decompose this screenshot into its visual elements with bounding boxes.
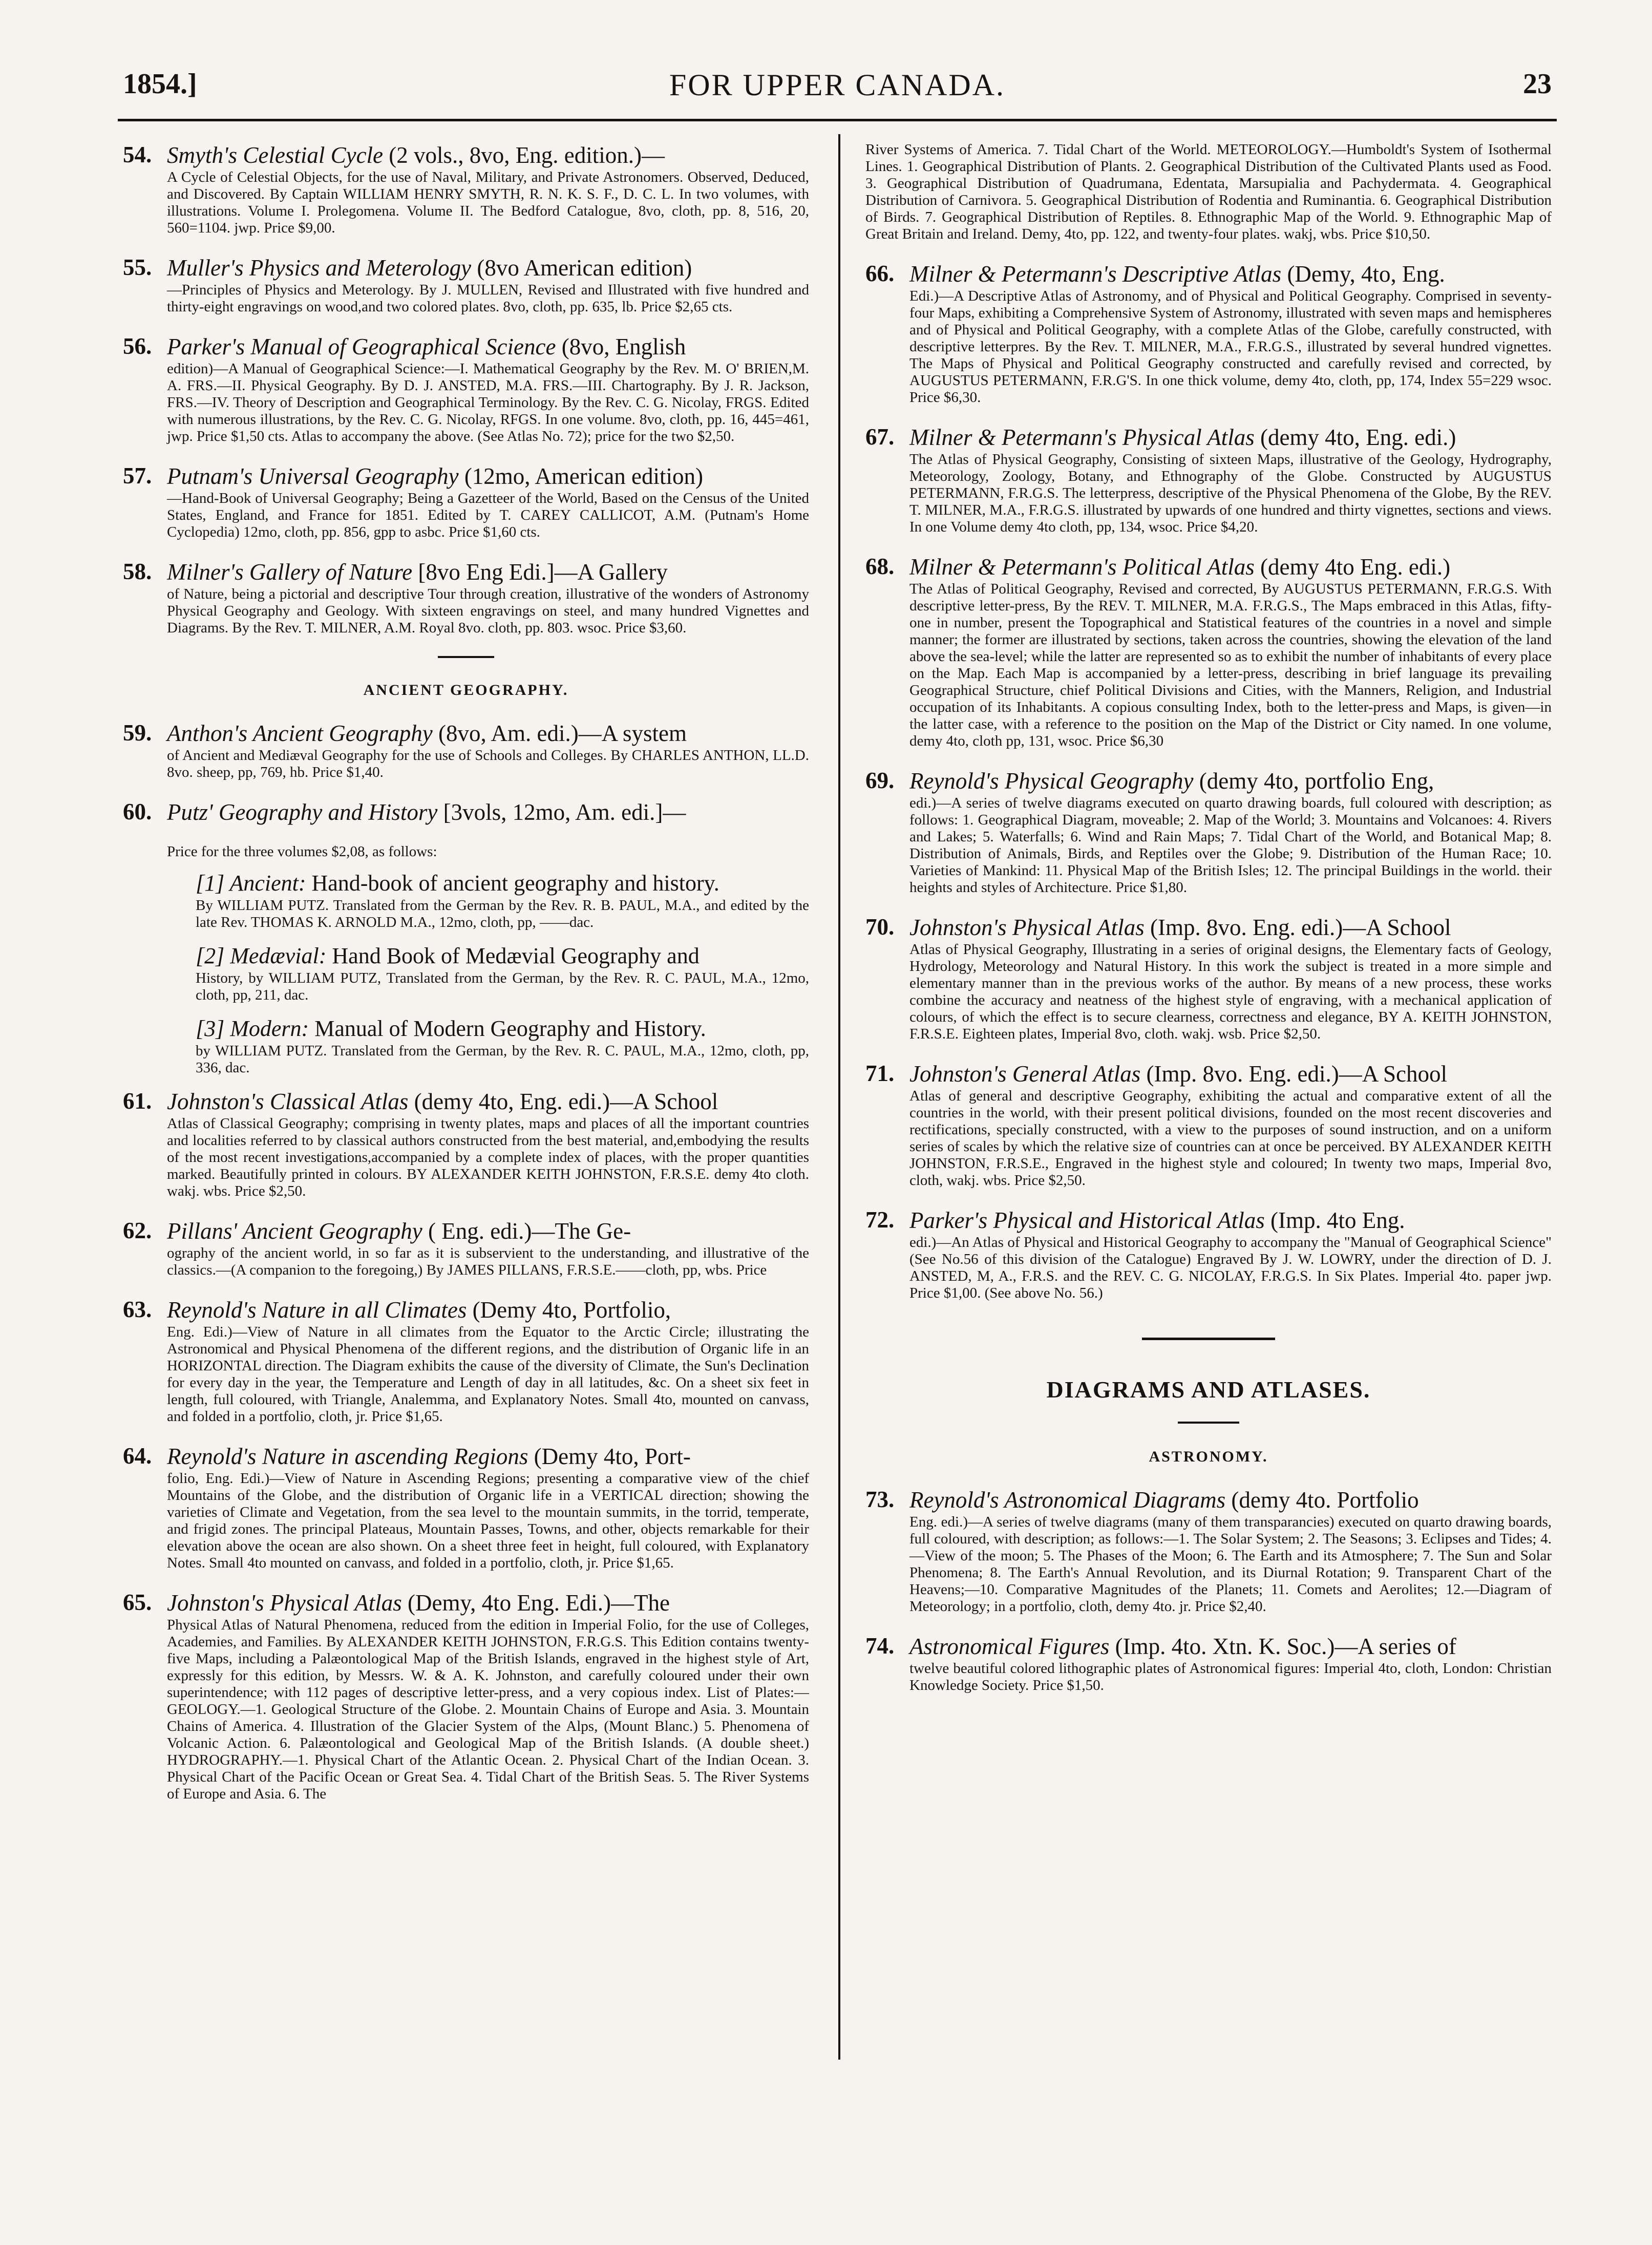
entry-heading	[167, 558, 809, 586]
entry-heading	[909, 1206, 1552, 1234]
entry-description: of Nature, being a pictorial and descriptive Tour through creation, illustrative of the wonders of Astronomy Physical Geography and Geology. With sixteen engravings on steel, and many hundred Vignettes and Diagrams. By the Rev. T. MILNER, A.M. Royal 8vo. cloth, pp. 803. wsoc. Price $3,60.	[167, 586, 809, 636]
volume-title: Hand Book of Medævial Geography and	[326, 943, 700, 968]
entry-number: 66.	[865, 261, 895, 286]
entry-description: The Atlas of Political Geography, Revised and corrected, By AUGUSTUS PETERMANN, F.R.G.S. With descriptive letter-press, By the REV. T. MILNER, M.A. F.R.G.S., The Maps embraced in this Atlas, fifty-one in number, present the Topographical and Statistical features of the countries in a novel and simple manner; the former are illustrated by sections, taken across the countries, showing the elevation of the land above the sea-level; while the latter are represented so as to exhibit the number of inhabitants of every place on the Map. Each Map is accompanied by a letter-press, describing in brief language its prevailing Geographical Structure, chief Political Divisions and Cities, with the Manners, Religion, and Industrial occupation of its Inhabitants. A copious consulting Index, both to the letter-press and Maps, is given—in the latter case, with a reference to the position on the Map of the District or City named. In one volume, demy 4to, cloth pp, 131, wsoc. Price $6,30	[909, 581, 1552, 749]
section-ornament	[438, 656, 494, 658]
entry-heading	[909, 423, 1552, 451]
entry-heading	[909, 767, 1552, 795]
catalogue-entry	[123, 1296, 809, 1425]
entry-description: Edi.)—A Descriptive Atlas of Astronomy, and of Physical and Political Geography. Comprised in seventy-four Maps, exhibiting a Comprehensive System of Astronomy, illustrated with seven maps and hemispheres and of Physical and Political Geography, with a complete Atlas of the Globe, carefully constructed, with descriptive letterpres. By the Rev. T. MILNER, M.A., F.R.G.S., illustrated by several hundred vignettes. The Maps of Physical and Political Geography constructed and carefully revised and corrected, by AUGUSTUS PETERMANN, F.R.G'S. In one thick volume, demy 4to, cloth, pp, 174, Index 55=229 wsoc. Price $6,30.	[909, 288, 1552, 406]
entry-title: Putz' Geography and History	[167, 799, 438, 825]
entry-number: 72.	[865, 1207, 895, 1233]
entry-number: 71.	[865, 1061, 895, 1086]
entry-number: 63.	[123, 1297, 152, 1322]
entry-heading	[167, 1589, 809, 1617]
left-column	[123, 141, 809, 2190]
section-heading-astronomy: ASTRONOMY.	[1149, 1448, 1268, 1465]
entry-heading	[909, 1633, 1552, 1660]
entry-title: Milner & Petermann's Physical Atlas	[909, 425, 1255, 450]
entry-description: Physical Atlas of Natural Phenomena, reduced from the edition in Imperial Folio, for the use of Colleges, Academies, and Families. By ALEXANDER KEITH JOHNSTON, F.R.G.S. This Edition contains twenty-five Maps, including a Palæontological Map of the British Islands, engraved in the highest style of Art, expressly for this edition, by Messrs. W. & A. K. Johnston, and carefully coloured under their own superintendence; with 112 pages of descriptive letter-press, and a very copious index. List of Plates:—GEOLOGY.—1. Geological Structure of the Globe. 2. Mountain Chains of Europe and Asia. 3. Mountain Chains of America. 4. Illustration of the Glacier System of the Alps, (Mount Blanc.) 5. Phenomena of Volcanic Action. 6. Palæontological and Geological Map of the British Islands. (A double sheet.) HYDROGRAPHY.—1. Physical Chart of the Atlantic Ocean. 2. Physical Chart of the Indian Ocean. 3. Physical Chart of the Pacific Ocean or Great Sea. 4. Tidal Chart of the British Seas. 5. The River Systems of Europe and Asia. 6. The	[167, 1617, 809, 1802]
volume-heading	[196, 870, 809, 897]
entry-title: Johnston's Physical Atlas	[167, 1590, 402, 1616]
entry-number: 65.	[123, 1590, 152, 1615]
entry-number: 62.	[123, 1218, 152, 1243]
column-divider	[838, 134, 840, 2060]
entry-heading	[909, 1060, 1552, 1088]
volume-description: by WILLIAM PUTZ. Translated from the German, by the Rev. R. C. PAUL, M.A., 12mo, cloth, pp, 336, dac.	[196, 1043, 809, 1076]
entry-number: 68.	[865, 554, 895, 579]
entry-heading	[909, 260, 1552, 288]
entry-edition: (demy 4to, Eng. edi.)—A School	[408, 1089, 718, 1114]
entry-number: 57.	[123, 463, 152, 489]
entry-heading	[909, 553, 1552, 581]
entry-edition: (Imp. 4to Eng.	[1264, 1208, 1405, 1233]
entry-edition: [8vo Eng Edi.]—A Gallery	[412, 559, 668, 585]
entry-number: 58.	[123, 559, 152, 584]
entry-title: Smyth's Celestial Cycle	[167, 142, 384, 168]
entry-title: Parker's Manual of Geographical Science	[167, 334, 556, 359]
entry-description: edi.)—An Atlas of Physical and Historical Geography to accompany the "Manual of Geographical Science" (See No.56 of this division of the Catalogue) Engraved By J. W. LOWRY, under the direction of D. J. ANSTED, M, A., F.R.S. and the REV. C. G. NICOLAY, F.R.G.S. In Six Plates. Imperial 4to. paper jwp. Price $1,00. (See above No. 56.)	[909, 1234, 1552, 1301]
entry-title: Reynold's Physical Geography	[909, 768, 1194, 794]
entry-heading	[167, 254, 809, 282]
volume-title: Manual of Modern Geography and History.	[309, 1016, 706, 1041]
entry-title: Reynold's Nature in all Climates	[167, 1297, 467, 1323]
entry-description: Eng. Edi.)—View of Nature in all climates from the Equator to the Arctic Circle; illustrating the Astronomical and Physical Phenomena of the different regions, and the distribution of Organic life in an HORIZONTAL direction. The Diagram exhibits the cause of the diversity of Climate, the Sun's Declination for every day in the year, the Temperature and Length of day in all latitudes, &c. On a sheet six feet in length, full coloured, with Triangle, Analemma, and Explanatory Notes. Small 4to, mounted on canvass, and folded in a portfolio, cloth, jr. Price $1,65.	[167, 1324, 809, 1425]
entry-edition: (12mo, American edition)	[458, 463, 703, 489]
entry-edition: (demy 4to, portfolio Eng,	[1193, 768, 1434, 794]
putz-volume	[167, 1015, 809, 1076]
entry-number: 56.	[123, 333, 152, 359]
entry-title: Pillans' Ancient Geography	[167, 1218, 422, 1244]
entry-edition: (demy 4to Eng. edi.)	[1254, 554, 1451, 580]
entry-title: Johnston's General Atlas	[909, 1061, 1141, 1087]
entry-number: 55.	[123, 255, 152, 280]
catalogue-entry	[123, 1589, 809, 1803]
catalogue-entry	[123, 558, 809, 637]
catalogue-entry	[123, 1217, 809, 1279]
entry-edition: (Demy 4to, Portfolio,	[467, 1297, 671, 1323]
catalogue-entry	[123, 333, 809, 445]
entry-description: Atlas of general and descriptive Geography, exhibiting the actual and comparative extent of all the countries in the world, with their present political divisions, founded on the most recent discoveries and rectifications, specially constructed, with a view to the purposes of sound instruction, and on a uniform series of scales by which the relative size of countries can at once be perceived. BY ALEXANDER KEITH JOHNSTON, F.R.S.E., Engraved in the highest style and coloured; In twenty two maps, Imperial 8vo, cloth, wakj. wbs. Price $2,50.	[909, 1088, 1552, 1189]
volume-description: History, by WILLIAM PUTZ, Translated from the German, by the Rev. R. C. PAUL, M.A., 12mo, cloth, pp, 211, dac.	[196, 970, 809, 1003]
entry-description: edi.)—A series of twelve diagrams executed on quarto drawing boards, full coloured with description; as follows: 1. Geographical Diagram, moveable; 2. Map of the World; 3. Mountains and Volcanoes: 4. Rivers and Lakes; 5. Waterfalls; 6. Wind and Rain Maps; 7. Tidal Chart of the World, and Botanical Map; 8. Distribution of Animals, Birds, and Reptiles over the Globe; 9. Distribution of the Human Race; 10. Varieties of Mankind: 11. Physical Map of the British Isles; 12. The principal Buildings in the world. their heights and styles of Architecture. Price $1,80.	[909, 795, 1552, 896]
header-rule	[118, 119, 1557, 121]
header-title: FOR UPPER CANADA.	[669, 68, 1006, 102]
entry-title: Johnston's Classical Atlas	[167, 1089, 409, 1114]
catalogue-entry	[865, 553, 1552, 750]
entry-edition: (8vo American edition)	[471, 255, 692, 281]
catalogue-entry	[865, 1633, 1552, 1694]
entry-description: —Hand-Book of Universal Geography; Being a Gazetteer of the World, Based on the Census of the United States, England, and France for 1851. Edited by T. CAREY CALLICOT, A.M. (Putnam's Home Cyclopedia) 12mo, cloth, pp. 856, gpp to asbc. Price $1,60 cts.	[167, 490, 809, 540]
entry-description: The Atlas of Physical Geography, Consisting of sixteen Maps, illustrative of the Geology, Hydrography, Meteorology, Zoology, Botany, and Ethnography of the Globe. Constructed by AUGUSTUS PETERMANN, F.R.G.S. The letterpress, descriptive of the Physical Phenomena of the Globe, By the REV. T. MILNER, M.A., F.R.G.S. illustrated by upwards of one hundred and thirty vignettes, sections and views. In one Volume demy 4to cloth, pp, 134, wsoc. Price $4,20.	[909, 451, 1552, 535]
volume-title: Hand-book of ancient geography and history.	[306, 871, 719, 896]
entry-title: Milner & Petermann's Descriptive Atlas	[909, 261, 1282, 287]
catalogue-entry	[123, 1443, 809, 1572]
page-header	[123, 68, 1552, 109]
entry-edition: (demy 4to, Eng. edi.)	[1254, 425, 1456, 450]
entry-number: 54.	[123, 142, 152, 167]
entry-edition: (Imp. 8vo. Eng. edi.)—A School	[1140, 1061, 1447, 1087]
entry-heading	[167, 798, 809, 826]
entry-title: Muller's Physics and Meterology	[167, 255, 472, 281]
entry-description: twelve beautiful colored lithographic plates of Astronomical figures: Imperial 4to, cloth, London: Christian Knowledge Society. Price $1,50.	[909, 1660, 1552, 1693]
entry-description: Atlas of Classical Geography; comprising in twenty plates, maps and places of all the important countries and localities referred to by classical authors constructed from the best material, and,embodying the results of the most recent investigations,accompanied by a complete index of places, with the proper quantities marked. Beautifully printed in colours. BY ALEXANDER KEITH JOHNSTON, F.R.S.E. demy 4to cloth. wakj. wbs. Price $2,50.	[167, 1115, 809, 1199]
entry-title: Astronomical Figures	[909, 1634, 1110, 1659]
entry-heading	[167, 462, 809, 490]
entry-number: 64.	[123, 1443, 152, 1469]
entry-edition: (Imp. 8vo. Eng. edi.)—A School	[1144, 915, 1451, 940]
entry-edition: (Imp. 4to. Xtn. K. Soc.)—A series of	[1109, 1634, 1456, 1659]
catalogue-entry	[123, 141, 809, 237]
catalogue-entry	[865, 1486, 1552, 1615]
section-rule	[1142, 1338, 1275, 1340]
volume-label: [2] Medævial:	[196, 943, 327, 968]
catalogue-entry	[865, 260, 1552, 406]
entry-edition: (Demy 4to, Port-	[528, 1444, 691, 1469]
catalogue-entry	[865, 914, 1552, 1043]
catalogue-entry	[123, 254, 809, 315]
entry-number: 60.	[123, 799, 152, 824]
putz-volume	[167, 942, 809, 1004]
entry-description: ography of the ancient world, in so far as it is subservient to the understanding, and illustrative of the classics.—(A companion to the foregoing,) By JAMES PILLANS, F.R.S.E.——cloth, pp, wbs. Price	[167, 1245, 809, 1278]
entry-heading	[167, 1443, 809, 1470]
volume-heading	[196, 942, 809, 970]
entry-edition: (8vo, Am. edi.)—A system	[432, 721, 687, 746]
catalogue-entry	[123, 798, 809, 826]
entry-title: Reynold's Nature in ascending Regions	[167, 1444, 528, 1469]
entry-number: 61.	[123, 1088, 152, 1114]
entry-title: Parker's Physical and Historical Atlas	[909, 1208, 1265, 1233]
putz-volumes	[123, 843, 809, 1076]
entry-edition: (8vo, English	[556, 334, 686, 359]
volume-label: [1] Ancient:	[196, 871, 306, 896]
volume-label: [3] Modern:	[196, 1016, 309, 1041]
entry-number: 67.	[865, 424, 895, 450]
entry-edition: (Demy, 4to Eng. Edi.)—The	[401, 1590, 670, 1616]
putz-price-line: Price for the three volumes $2,08, as follows:	[167, 843, 437, 860]
section-heading-diagrams-atlases: DIAGRAMS AND ATLASES.	[1046, 1376, 1371, 1403]
catalogue-entry	[865, 1060, 1552, 1189]
entry-description: of Ancient and Mediæval Geography for the use of Schools and Colleges. By CHARLES ANTHON, LL.D. 8vo. sheep, pp, 769, hb. Price $1,40.	[167, 747, 809, 780]
entry-heading	[167, 1296, 809, 1324]
entry-number: 59.	[123, 720, 152, 746]
entry-description: folio, Eng. Edi.)—View of Nature in Ascending Regions; presenting a comparative view of the chief Mountains of the Globe, and the distribution of Organic life in a VERTICAL direction; showing the varieties of Climate and Vegetation, from the sea level to the mountain summits, in the torrid, temperate, and frigid zones. The principal Plateaus, Mountain Passes, Towns, and other, objects remarkable for their elevation above the ocean are also shown. On a sheet three feet in height, full coloured, with Explanatory Notes. Small 4to mounted on canvass, and folded in a portfolio, cloth, jr. Price $1,65.	[167, 1470, 809, 1571]
entry-edition: [3vols, 12mo, Am. edi.]—	[437, 799, 686, 825]
entry-65-continuation: River Systems of America. 7. Tidal Chart of the World. METEOROLOGY.—Humboldt's System of Isothermal Lines. 1. Geographical Distribution of Plants. 2. Geographical Distribution of the Cultivated Plants used as Food. 3. Geographical Distribution of Quadrumana, Edentata, Marsupialia and Pachydermata. 4. Geographical Distribution of Carnivora. 5. Geographical Distribution of Rodentia and Ruminantia. 6. Geographical Distribution of Birds. 7. Geographical Distribution of Reptiles. 8. Ethnographic Map of the World. 9. Ethnographic Map of Great Britain and Ireland. Demy, 4to, pp. 122, and twenty-four plates. wakj, wbs. Price $10,50.	[865, 141, 1552, 242]
catalogue-entry	[865, 1206, 1552, 1302]
entry-title: Putnam's Universal Geography	[167, 463, 459, 489]
entry-description: Eng. edi.)—A series of twelve diagrams (many of them transparancies) executed on quarto drawing boards, full coloured, with description; as follows:—1. The Solar System; 2. The Seasons; 3. Eclipses and Tides; 4.—View of the moon; 5. The Phases of the Moon; 6. The Earth and its Atmosphere; 7. The Sun and Solar Phenomena; 8. The Earth's Annual Revolution, and its Diurnal Rotation; 9. Transparent Chart of the Heavens;—10. Comparative Magnitudes of the Planets; 11. Comets and Aerolites; 12.—Diagram of Meteorology; in a portfolio, cloth, demy 4to. jr. Price $2,40.	[909, 1514, 1552, 1615]
entry-heading	[167, 333, 809, 361]
entry-title: Milner & Petermann's Political Atlas	[909, 554, 1255, 580]
entry-heading	[167, 719, 809, 747]
entry-number: 70.	[865, 914, 895, 940]
entry-title: Johnston's Physical Atlas	[909, 915, 1145, 940]
section-heading-ancient-geography: ANCIENT GEOGRAPHY.	[363, 682, 569, 698]
entry-description: —Principles of Physics and Meterology. By J. MULLEN, Revised and Illustrated with five hundred and thirty-eight engravings on wood,and two colored plates. 8vo, cloth, pp. 635, lb. Price $2,65 cts.	[167, 282, 809, 315]
section-sub-rule	[1178, 1422, 1239, 1424]
entry-heading	[167, 1088, 809, 1115]
catalogue-entry	[865, 767, 1552, 896]
entry-description: edition)—A Manual of Geographical Science:—I. Mathematical Geography by the Rev. M. O' BRIEN,M. A. FRS.—II. Physical Geography. By D. J. ANSTED, M.A. FRS.—III. Chartography. By J. R. Jackson, FRS.—IV. Theory of Description and Geographical Terminology. By the Rev. C. G. Nicolay, FRGS. Edited with numerous illustrations, by the Rev. C. G. Nicolay, RFGS. In one volume. 8vo, cloth, pp. 16, 445=461, jwp. Price $1,50 cts. Atlas to accompany the above. (See Atlas No. 72); price for the two $2,50.	[167, 361, 809, 444]
entry-edition: (Demy, 4to, Eng.	[1281, 261, 1445, 287]
entry-heading	[167, 1217, 809, 1245]
catalogue-entry	[123, 1088, 809, 1200]
entry-edition: (demy 4to. Portfolio	[1225, 1487, 1419, 1513]
catalogue-entry	[123, 719, 809, 781]
volume-description: By WILLIAM PUTZ. Translated from the German by the Rev. R. B. PAUL, M.A., and edited by the late Rev. THOMAS K. ARNOLD M.A., 12mo, cloth, pp, ——dac.	[196, 897, 809, 930]
right-column	[865, 141, 1552, 2190]
entry-title: Milner's Gallery of Nature	[167, 559, 413, 585]
entry-title: Reynold's Astronomical Diagrams	[909, 1487, 1226, 1513]
entry-number: 73.	[865, 1487, 895, 1512]
entry-description: Atlas of Physical Geography, Illustrating in a series of original designs, the Elementary facts of Geology, Hydrology, Meteorology and Natural History. In this work the subject is treated in a more simple and elementary manner than in the previous works of the author. By means of a new process, these works combine the accuracy and neatness of the highest style of engraving, with a mechanical application of colours, of which the effect is to secure clearness, correctness and elegance, BY A. KEITH JOHNSTON, F.R.S.E. Eighteen plates, Imperial 8vo, cloth. wakj. wsb. Price $2,50.	[909, 941, 1552, 1042]
entry-heading	[167, 141, 809, 169]
catalogue-entry	[865, 423, 1552, 536]
header-page-number: 23	[1523, 68, 1552, 100]
entry-heading	[909, 1486, 1552, 1514]
entry-number: 69.	[865, 768, 895, 793]
entry-edition: (2 vols., 8vo, Eng. edition.)—	[383, 142, 665, 168]
entry-title: Anthon's Ancient Geography	[167, 721, 433, 746]
putz-volume	[167, 870, 809, 931]
entry-heading	[909, 914, 1552, 941]
entry-edition: ( Eng. edi.)—The Ge-	[422, 1218, 631, 1244]
header-year: 1854.]	[123, 68, 197, 100]
entry-number: 74.	[865, 1633, 895, 1659]
volume-heading	[196, 1015, 809, 1043]
entry-description: A Cycle of Celestial Objects, for the use of Naval, Military, and Private Astronomers. Observed, Deduced, and Discovered. By Captain WILLIAM HENRY SMYTH, R. N. K. S. F., D. C. L. In two volumes, with illustrations. Volume I. Prolegomena. Volume II. The Bedford Catalogue, 8vo, cloth, pp. 8, 516, 20, 560=1104. jwp. Price $9,00.	[167, 169, 809, 236]
catalogue-entry	[123, 462, 809, 541]
